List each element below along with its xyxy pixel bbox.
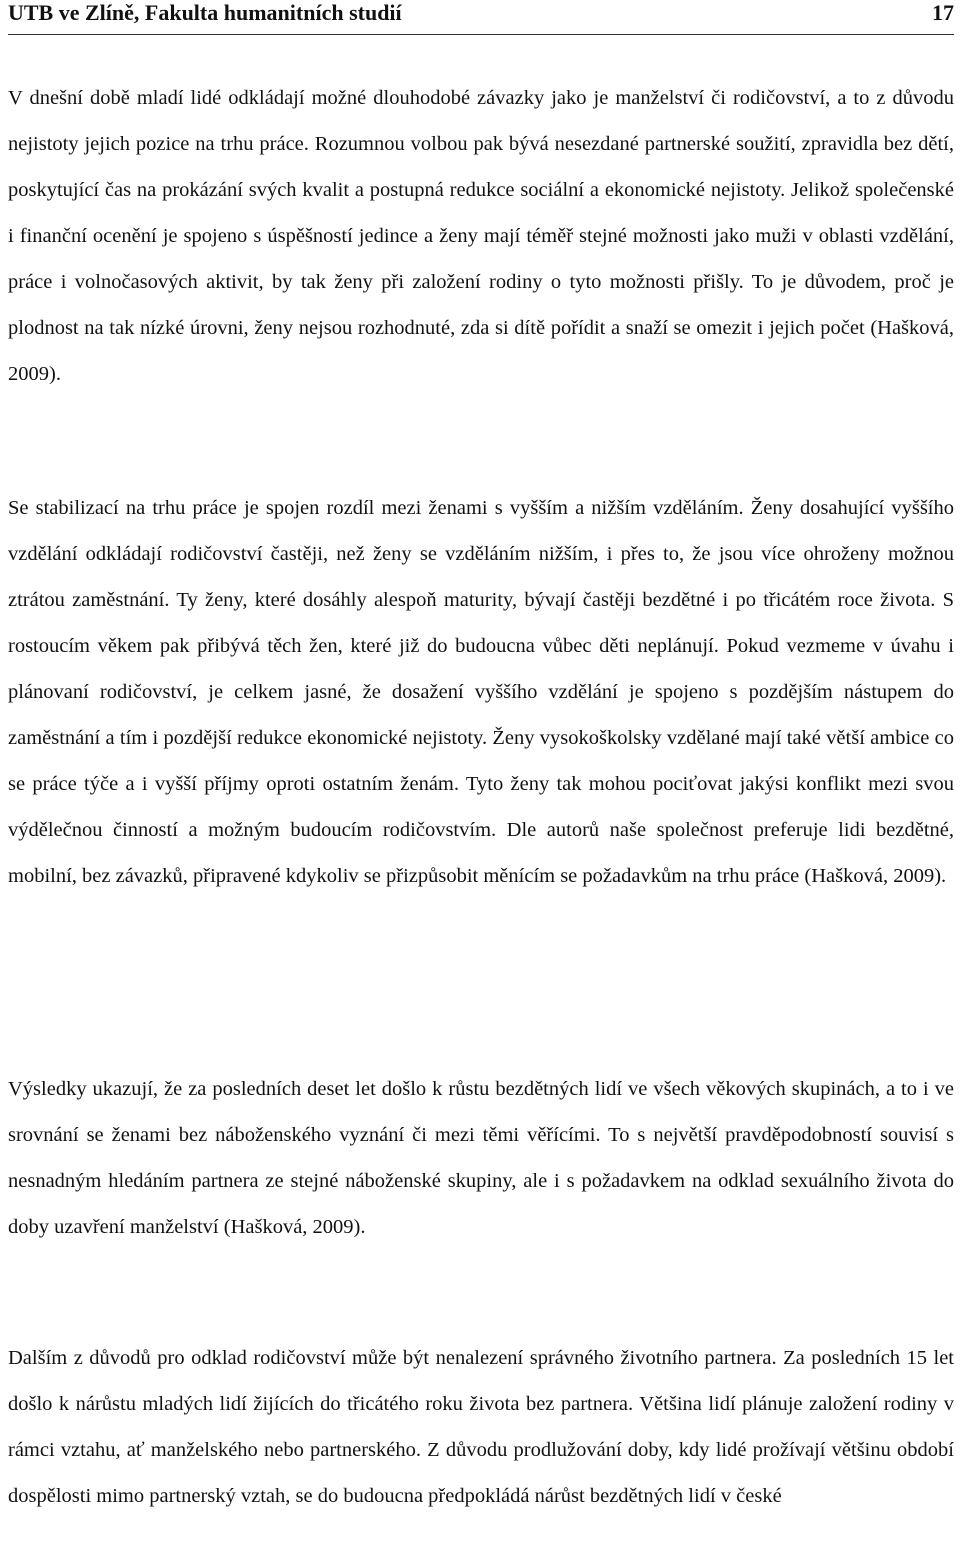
page-number: 17 bbox=[932, 0, 954, 25]
paragraph-2: Se stabilizací na trhu práce je spojen rozdíl mezi ženami s vyšším a nižším vzděláním. Ženy dosahující vyššího vzdělání odkládají rodičovství častěji, než ženy se vzděláním nižším, i přes to, že jsou více ohroženy možnou ztrátou zaměstnání. Ty ženy, které dosáhly alespoň maturity, bývají častěji bezdětné i po třicátém roce života. S rostoucím věkem pak přibývá těch žen, které již do budoucna vůbec děti neplánují. Pokud vezmeme v úvahu i plánovaní rodičovství, je celkem jasné, že dosažení vyššího vzdělání je spojeno s pozdějším nástupem do zaměstnání a tím i pozdější redukce ekonomické nejistoty. Ženy vysokoškolsky vzdělané mají také větší ambice co se práce týče a i vyšší příjmy oproti ostatním ženám. Tyto ženy tak mohou pociťovat jakýsi konflikt mezi svou výdělečnou činností a možným budoucím rodičovstvím. Dle autorů naše společnost preferuje lidi bezdětné, mobilní, bez závazků, připravené kdykoliv se přizpůsobit měnícím se požadavkům na trhu práce (Hašková, 2009). bbox=[8, 497, 954, 887]
header-divider bbox=[8, 34, 954, 35]
paragraph-1: V dnešní době mladí lidé odkládají možné dlouhodobé závazky jako je manželství či rodičovství, a to z důvodu nejistoty jejich pozice na trhu práce. Rozumnou volbou pak bývá nesezdané partnerské soužití, zpravidla bez dětí, poskytující čas na prokázání svých kvalit a postupná redukce sociální a ekonomické nejistoty. Jelikož společenské i finanční ocenění je spojeno s úspěšností jedince a ženy mají téměř stejné možnosti jako muži v oblasti vzdělání, práce i volnočasových aktivit, by tak ženy při založení rodiny o tyto možnosti přišly. To je důvodem, proč je plodnost na tak nízké úrovni, ženy nejsou rozhodnuté, zda si dítě pořídit a snaží se omezit i jejich počet (Hašková, 2009). bbox=[8, 87, 954, 385]
header-title: UTB ve Zlíně, Fakulta humanitních studií bbox=[8, 0, 402, 25]
paragraph-3: Výsledky ukazují, že za posledních deset let došlo k růstu bezdětných lidí ve všech věkových skupinách, a to i ve srovnání se ženami bez náboženského vyznání či mezi těmi věřícími. To s největší pravděpodobností souvisí s nesnadným hledáním partnera ze stejné náboženské skupiny, ale i s požadavkem na odklad sexuálního života do doby uzavření manželství (Hašková, 2009). bbox=[8, 1078, 954, 1238]
page-header bbox=[8, 0, 954, 30]
paragraph-4: Dalším z důvodů pro odklad rodičovství může být nenalezení správného životního partnera. Za posledních 15 let došlo k nárůstu mladých lidí žijících do třicátého roku života bez partnera. Většina lidí plánuje založení rodiny v rámci vztahu, ať manželského nebo partnerského. Z důvodu prodlužování doby, kdy lidé prožívají většinu období dospělosti mimo partnerský vztah, se do budoucna předpokládá nárůst bezdětných lidí v české bbox=[8, 1347, 954, 1507]
